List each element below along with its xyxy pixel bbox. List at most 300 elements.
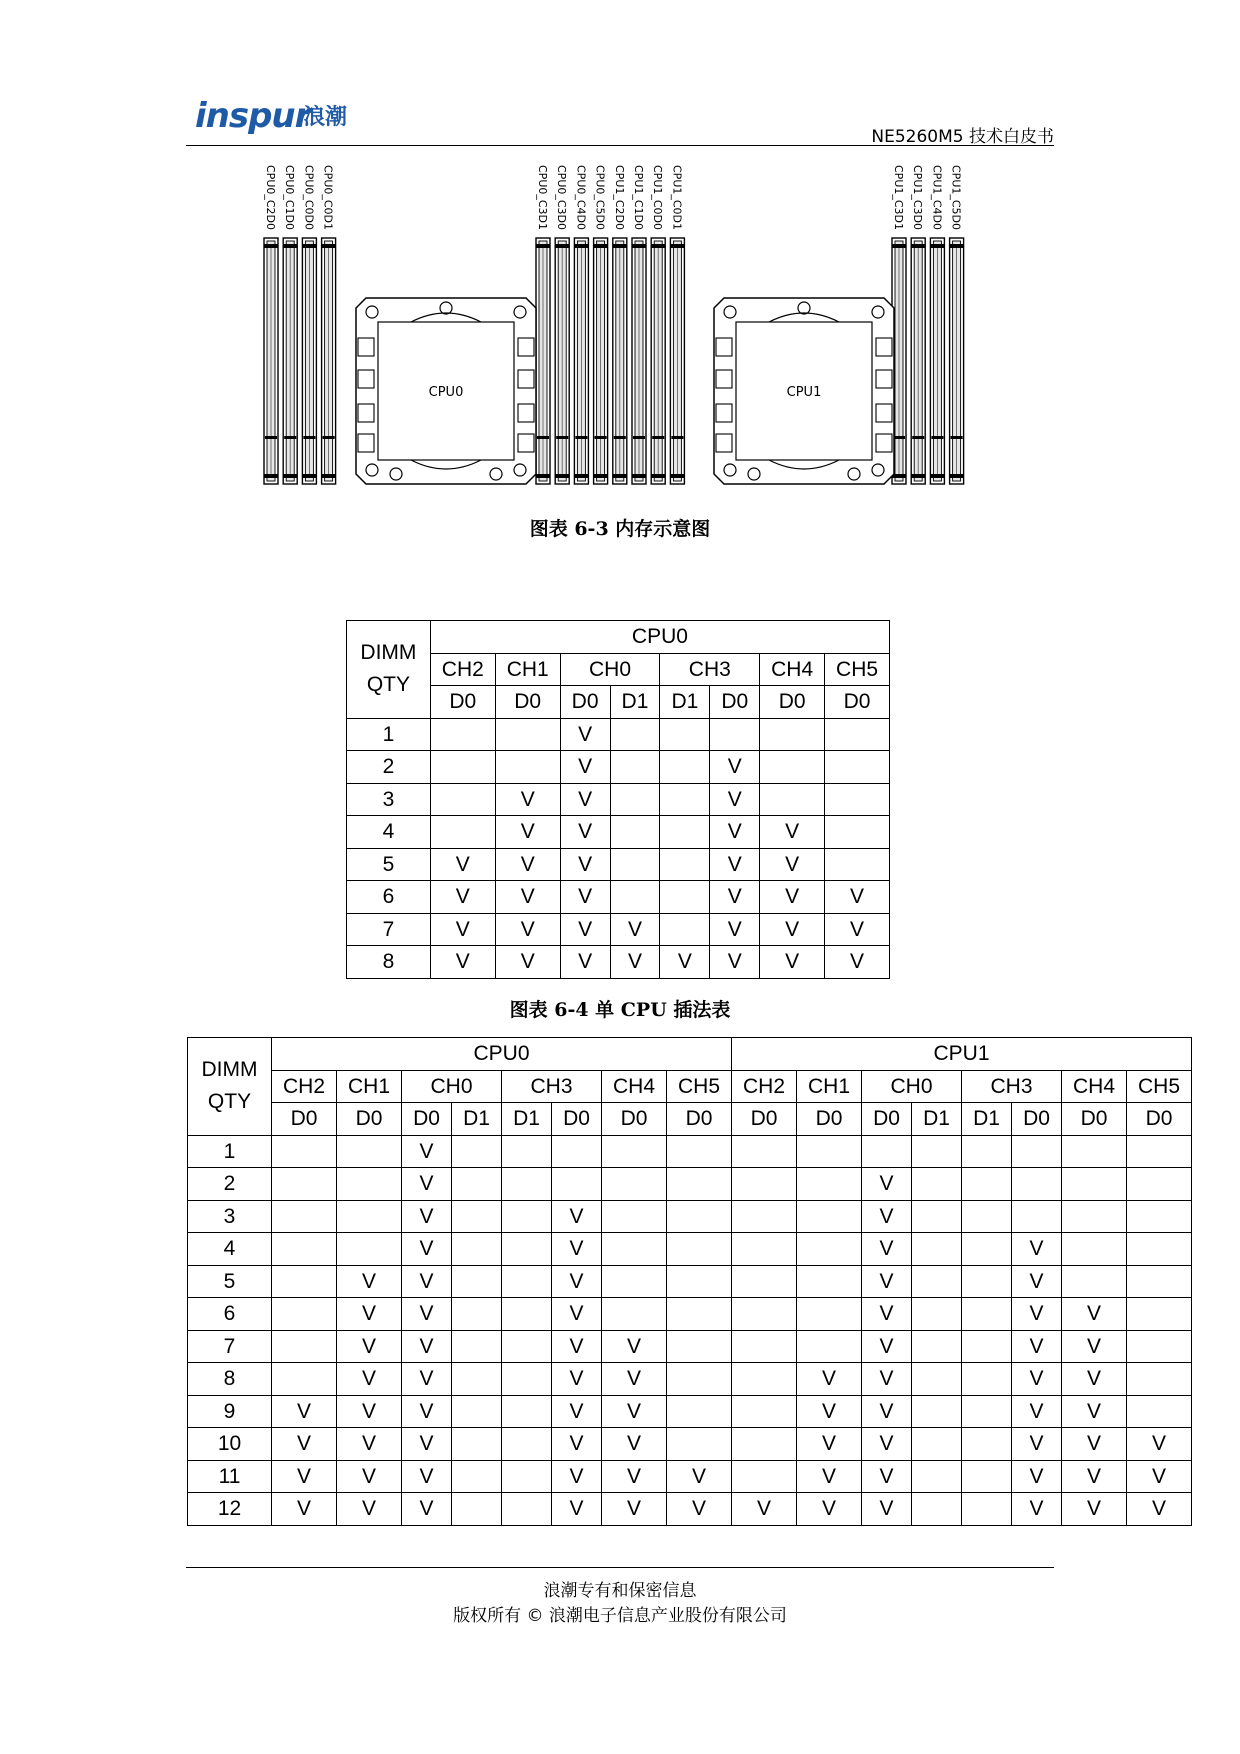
dimm-latch: [283, 244, 297, 248]
empty-cell: [797, 1298, 862, 1331]
slot-header: D0: [552, 1103, 602, 1136]
dimm-slot-label: CPU1_C3D1: [892, 165, 905, 231]
channel-header: CH3: [962, 1070, 1062, 1103]
empty-cell: [962, 1200, 1012, 1233]
empty-cell: [337, 1135, 402, 1168]
populated-mark: V: [667, 1493, 732, 1526]
populated-mark: V: [602, 1428, 667, 1461]
dimm-latch: [594, 474, 608, 478]
populated-mark: V: [797, 1363, 862, 1396]
empty-cell: [825, 718, 890, 751]
populated-mark: V: [560, 718, 610, 751]
footer-confidential: 浪潮专有和保密信息: [543, 1581, 697, 1601]
dimm-qty-cell: 2: [188, 1168, 272, 1201]
empty-cell: [602, 1200, 667, 1233]
empty-cell: [1127, 1298, 1192, 1331]
empty-cell: [1062, 1233, 1127, 1266]
populated-mark: V: [272, 1493, 337, 1526]
dimm-slot-label: CPU0_C3D1: [536, 165, 549, 231]
empty-cell: [667, 1428, 732, 1461]
dimm-slot-label: CPU0_C1D0: [283, 165, 297, 231]
populated-mark: V: [797, 1460, 862, 1493]
empty-cell: [797, 1233, 862, 1266]
dimm-qty-cell: 9: [188, 1395, 272, 1428]
table-row: [347, 913, 890, 946]
populated-mark: V: [552, 1460, 602, 1493]
dimm-qty-cell: 4: [347, 816, 431, 849]
populated-mark: V: [760, 848, 825, 881]
populated-mark: V: [1062, 1460, 1127, 1493]
dimm-slot-label: CPU1_C5D0: [949, 165, 963, 231]
populated-mark: V: [862, 1298, 912, 1331]
empty-cell: [272, 1330, 337, 1363]
channel-header: CH0: [862, 1070, 962, 1103]
empty-cell: [552, 1135, 602, 1168]
populated-mark: V: [402, 1233, 452, 1266]
empty-cell: [732, 1395, 797, 1428]
empty-cell: [495, 751, 560, 784]
empty-cell: [452, 1135, 502, 1168]
empty-cell: [732, 1168, 797, 1201]
populated-mark: V: [337, 1298, 402, 1331]
channel-header-row: [188, 1070, 1192, 1103]
dimm-latch: [322, 474, 336, 478]
populated-mark: V: [560, 848, 610, 881]
populated-mark: V: [710, 913, 760, 946]
dimm-slot-label: CPU0_C3D0: [555, 165, 569, 231]
footer-divider: [186, 1567, 1054, 1568]
dimm-qty-cell: 11: [188, 1460, 272, 1493]
empty-cell: [602, 1265, 667, 1298]
empty-cell: [452, 1233, 502, 1266]
empty-cell: [430, 718, 495, 751]
cpu-header: CPU0: [430, 621, 889, 654]
empty-cell: [732, 1428, 797, 1461]
empty-cell: [760, 783, 825, 816]
dimm-latch: [264, 474, 278, 478]
table-row: [347, 751, 890, 784]
dimm-slot-label: CPU0_C4D0: [574, 165, 588, 231]
populated-mark: V: [1012, 1460, 1062, 1493]
empty-cell: [912, 1395, 962, 1428]
dimm-slot-label: CPU0_C0D0: [302, 165, 316, 231]
dimm-key-notch: [556, 436, 568, 439]
populated-mark: V: [610, 913, 660, 946]
empty-cell: [610, 718, 660, 751]
dimm-key-notch: [893, 436, 905, 439]
empty-cell: [732, 1200, 797, 1233]
empty-cell: [502, 1233, 552, 1266]
cpu-label: CPU1: [786, 385, 822, 400]
empty-cell: [825, 751, 890, 784]
slot-header: D0: [667, 1103, 732, 1136]
table-row: [188, 1493, 1192, 1526]
table-row: [188, 1135, 1192, 1168]
table-row: [188, 1363, 1192, 1396]
populated-mark: V: [272, 1460, 337, 1493]
populated-mark: V: [760, 881, 825, 914]
empty-cell: [797, 1135, 862, 1168]
cpu-label: CPU0: [428, 385, 464, 400]
populated-mark: V: [732, 1493, 797, 1526]
dimm-key-notch: [265, 436, 277, 439]
empty-cell: [452, 1200, 502, 1233]
empty-cell: [502, 1493, 552, 1526]
populated-mark: V: [710, 816, 760, 849]
empty-cell: [1062, 1200, 1127, 1233]
dimm-key-notch: [671, 436, 683, 439]
empty-cell: [452, 1493, 502, 1526]
populated-mark: V: [402, 1135, 452, 1168]
empty-cell: [797, 1330, 862, 1363]
table-row: [188, 1330, 1192, 1363]
populated-mark: V: [1062, 1298, 1127, 1331]
populated-mark: V: [1012, 1265, 1062, 1298]
empty-cell: [962, 1265, 1012, 1298]
populated-mark: V: [862, 1493, 912, 1526]
dimm-qty-cell: 12: [188, 1493, 272, 1526]
empty-cell: [502, 1330, 552, 1363]
empty-cell: [602, 1233, 667, 1266]
empty-cell: [430, 751, 495, 784]
empty-cell: [660, 848, 710, 881]
populated-mark: V: [1127, 1460, 1192, 1493]
empty-cell: [1127, 1168, 1192, 1201]
dimm-latch: [613, 244, 627, 248]
populated-mark: V: [760, 946, 825, 979]
slot-header-row: [188, 1103, 1192, 1136]
populated-mark: V: [1062, 1363, 1127, 1396]
dimm-qty-cell: 8: [347, 946, 431, 979]
empty-cell: [912, 1460, 962, 1493]
empty-cell: [337, 1233, 402, 1266]
empty-cell: [667, 1363, 732, 1396]
dimm-qty-cell: 4: [188, 1233, 272, 1266]
slot-header: D0: [797, 1103, 862, 1136]
empty-cell: [732, 1233, 797, 1266]
empty-cell: [962, 1233, 1012, 1266]
populated-mark: V: [1127, 1493, 1192, 1526]
empty-cell: [732, 1460, 797, 1493]
dimm-slot-label: CPU1_C2D0: [612, 165, 626, 231]
empty-cell: [732, 1298, 797, 1331]
empty-cell: [962, 1363, 1012, 1396]
single-cpu-population-table: [346, 620, 890, 979]
populated-mark: V: [402, 1363, 452, 1396]
populated-mark: V: [1012, 1395, 1062, 1428]
dimm-latch: [911, 244, 925, 248]
empty-cell: [1127, 1330, 1192, 1363]
empty-cell: [912, 1428, 962, 1461]
slot-header: D0: [272, 1103, 337, 1136]
empty-cell: [502, 1363, 552, 1396]
dimm-latch: [302, 244, 316, 248]
empty-cell: [660, 718, 710, 751]
dimm-slot-label: CPU0_C0D1: [321, 165, 335, 231]
populated-mark: V: [797, 1493, 862, 1526]
dimm-key-notch: [912, 436, 924, 439]
table-row: [188, 1200, 1192, 1233]
populated-mark: V: [430, 946, 495, 979]
populated-mark: V: [402, 1428, 452, 1461]
dimm-latch: [950, 244, 964, 248]
empty-cell: [912, 1330, 962, 1363]
dimm-key-notch: [633, 436, 645, 439]
slot-header: D1: [962, 1103, 1012, 1136]
empty-cell: [962, 1330, 1012, 1363]
empty-cell: [272, 1168, 337, 1201]
empty-cell: [602, 1298, 667, 1331]
populated-mark: V: [430, 881, 495, 914]
empty-cell: [912, 1298, 962, 1331]
populated-mark: V: [552, 1363, 602, 1396]
empty-cell: [602, 1168, 667, 1201]
dimm-latch: [950, 474, 964, 478]
populated-mark: V: [1012, 1298, 1062, 1331]
dimm-latch: [322, 244, 336, 248]
dimm-latch: [264, 244, 278, 248]
populated-mark: V: [337, 1265, 402, 1298]
empty-cell: [667, 1135, 732, 1168]
channel-header: CH5: [825, 653, 890, 686]
inspur-logo: inspur: [195, 96, 311, 136]
populated-mark: V: [402, 1265, 452, 1298]
dimm-latch: [594, 244, 608, 248]
populated-mark: V: [560, 751, 610, 784]
empty-cell: [962, 1135, 1012, 1168]
populated-mark: V: [797, 1428, 862, 1461]
empty-cell: [1127, 1233, 1192, 1266]
empty-cell: [272, 1298, 337, 1331]
populated-mark: V: [862, 1265, 912, 1298]
dimm-qty-cell: 6: [188, 1298, 272, 1331]
empty-cell: [452, 1428, 502, 1461]
dimm-latch: [892, 244, 906, 248]
empty-cell: [1127, 1265, 1192, 1298]
empty-cell: [912, 1363, 962, 1396]
slot-header: D1: [452, 1103, 502, 1136]
dimm-qty-cell: 10: [188, 1428, 272, 1461]
populated-mark: V: [337, 1428, 402, 1461]
populated-mark: V: [337, 1493, 402, 1526]
populated-mark: V: [1127, 1428, 1192, 1461]
populated-mark: V: [602, 1363, 667, 1396]
channel-header: CH4: [1062, 1070, 1127, 1103]
populated-mark: V: [552, 1428, 602, 1461]
dimm-latch: [555, 474, 569, 478]
dimm-latch: [632, 244, 646, 248]
populated-mark: V: [552, 1265, 602, 1298]
dimm-key-notch: [595, 436, 607, 439]
channel-header: CH0: [402, 1070, 502, 1103]
table-row: [188, 1298, 1192, 1331]
populated-mark: V: [430, 848, 495, 881]
channel-header: CH5: [667, 1070, 732, 1103]
populated-mark: V: [1062, 1493, 1127, 1526]
populated-mark: V: [495, 816, 560, 849]
populated-mark: V: [825, 881, 890, 914]
populated-mark: V: [552, 1200, 602, 1233]
empty-cell: [667, 1265, 732, 1298]
empty-cell: [760, 751, 825, 784]
table-row: [188, 1265, 1192, 1298]
dual-cpu-population-table: [187, 1037, 1192, 1526]
populated-mark: V: [610, 946, 660, 979]
empty-cell: [502, 1298, 552, 1331]
populated-mark: V: [402, 1298, 452, 1331]
cpu-header-row: [347, 621, 890, 654]
populated-mark: V: [710, 751, 760, 784]
empty-cell: [337, 1168, 402, 1201]
empty-cell: [272, 1265, 337, 1298]
slot-header: D0: [1012, 1103, 1062, 1136]
populated-mark: V: [402, 1168, 452, 1201]
slot-header: D0: [825, 686, 890, 719]
table-row: [188, 1395, 1192, 1428]
empty-cell: [962, 1460, 1012, 1493]
empty-cell: [912, 1200, 962, 1233]
empty-cell: [667, 1233, 732, 1266]
channel-header: CH2: [732, 1070, 797, 1103]
slot-header: D0: [337, 1103, 402, 1136]
populated-mark: V: [430, 913, 495, 946]
populated-mark: V: [1012, 1330, 1062, 1363]
slot-header: D0: [495, 686, 560, 719]
empty-cell: [667, 1200, 732, 1233]
empty-cell: [452, 1265, 502, 1298]
empty-cell: [1127, 1395, 1192, 1428]
dimm-slot-label: CPU1_C3D0: [911, 165, 925, 231]
slot-header: D0: [430, 686, 495, 719]
populated-mark: V: [602, 1460, 667, 1493]
dimm-latch: [632, 474, 646, 478]
populated-mark: V: [862, 1233, 912, 1266]
populated-mark: V: [1062, 1428, 1127, 1461]
empty-cell: [502, 1395, 552, 1428]
populated-mark: V: [495, 946, 560, 979]
table-row: [188, 1168, 1192, 1201]
empty-cell: [962, 1168, 1012, 1201]
empty-cell: [1012, 1200, 1062, 1233]
dimm-qty-cell: 6: [347, 881, 431, 914]
dimm-qty-cell: 5: [347, 848, 431, 881]
empty-cell: [452, 1330, 502, 1363]
populated-mark: V: [337, 1395, 402, 1428]
slot-header: D0: [1127, 1103, 1192, 1136]
dimm-latch: [555, 244, 569, 248]
dimm-key-notch: [537, 436, 549, 439]
table-row: [347, 946, 890, 979]
empty-cell: [825, 783, 890, 816]
dimm-slot-label: CPU0_C5D0: [593, 165, 607, 231]
empty-cell: [912, 1265, 962, 1298]
empty-cell: [610, 881, 660, 914]
populated-mark: V: [760, 816, 825, 849]
dimm-latch: [651, 474, 665, 478]
empty-cell: [660, 751, 710, 784]
empty-cell: [667, 1298, 732, 1331]
empty-cell: [1012, 1135, 1062, 1168]
channel-header: CH4: [602, 1070, 667, 1103]
populated-mark: V: [552, 1493, 602, 1526]
empty-cell: [732, 1330, 797, 1363]
empty-cell: [502, 1200, 552, 1233]
cpu-header-row: [188, 1038, 1192, 1071]
populated-mark: V: [495, 913, 560, 946]
populated-mark: V: [1012, 1233, 1062, 1266]
empty-cell: [452, 1298, 502, 1331]
empty-cell: [660, 881, 710, 914]
empty-cell: [667, 1168, 732, 1201]
slot-header: D1: [502, 1103, 552, 1136]
populated-mark: V: [710, 848, 760, 881]
empty-cell: [912, 1135, 962, 1168]
populated-mark: V: [825, 946, 890, 979]
slot-header: D0: [732, 1103, 797, 1136]
populated-mark: V: [560, 881, 610, 914]
populated-mark: V: [337, 1460, 402, 1493]
channel-header: CH3: [502, 1070, 602, 1103]
empty-cell: [452, 1363, 502, 1396]
empty-cell: [912, 1168, 962, 1201]
empty-cell: [452, 1395, 502, 1428]
dimm-latch: [574, 244, 588, 248]
empty-cell: [502, 1265, 552, 1298]
slot-header: D0: [760, 686, 825, 719]
dimm-slot-label: CPU0_C2D0: [264, 165, 277, 231]
dimm-key-notch: [323, 436, 335, 439]
dimm-latch: [930, 474, 944, 478]
populated-mark: V: [1012, 1428, 1062, 1461]
table-row: [347, 718, 890, 751]
empty-cell: [962, 1298, 1012, 1331]
empty-cell: [912, 1233, 962, 1266]
empty-cell: [272, 1233, 337, 1266]
populated-mark: V: [552, 1330, 602, 1363]
populated-mark: V: [667, 1460, 732, 1493]
empty-cell: [610, 848, 660, 881]
populated-mark: V: [272, 1395, 337, 1428]
empty-cell: [1012, 1168, 1062, 1201]
slot-header: D0: [862, 1103, 912, 1136]
populated-mark: V: [1062, 1395, 1127, 1428]
populated-mark: V: [560, 816, 610, 849]
slot-header: D0: [710, 686, 760, 719]
populated-mark: V: [337, 1363, 402, 1396]
channel-header: CH0: [560, 653, 660, 686]
channel-header: CH2: [272, 1070, 337, 1103]
populated-mark: V: [797, 1395, 862, 1428]
populated-mark: V: [660, 946, 710, 979]
footer-copyright: 版权所有 © 浪潮电子信息产业股份有限公司: [453, 1606, 787, 1626]
slot-header: D0: [402, 1103, 452, 1136]
populated-mark: V: [862, 1200, 912, 1233]
table-row: [347, 848, 890, 881]
dimm-slot-label: CPU1_C1D0: [632, 165, 645, 231]
empty-cell: [610, 751, 660, 784]
populated-mark: V: [862, 1363, 912, 1396]
empty-cell: [825, 816, 890, 849]
populated-mark: V: [862, 1428, 912, 1461]
empty-cell: [962, 1395, 1012, 1428]
empty-cell: [337, 1200, 402, 1233]
channel-header: CH4: [760, 653, 825, 686]
empty-cell: [552, 1168, 602, 1201]
empty-cell: [1062, 1168, 1127, 1201]
dimm-qty-cell: 7: [188, 1330, 272, 1363]
empty-cell: [1127, 1135, 1192, 1168]
dimm-latch: [670, 474, 684, 478]
